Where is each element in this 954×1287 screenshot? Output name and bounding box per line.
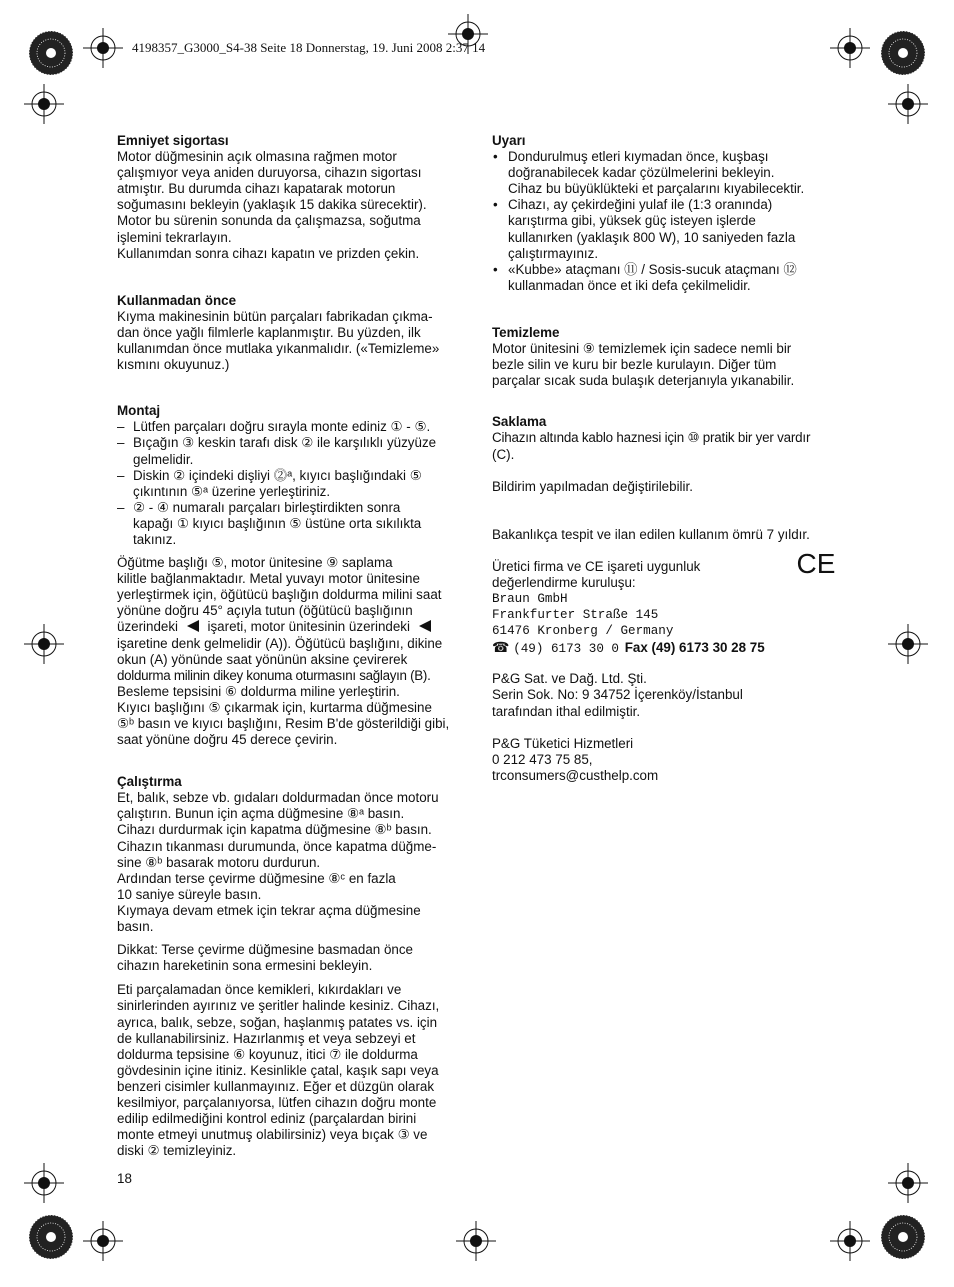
list-item: – Lütfen parçaları doğru sırayla monte ediniz ① - ⑤. [117,419,462,435]
list-item: – Bıçağın ③ keskin tarafı disk ② ile karşılıklı yüzyüze gelmelidir. [117,435,462,467]
text-line: 0 212 473 75 85, [492,751,593,767]
lifetime-note: Bakanlıkça tespit ve ilan edilen kullanım ömrü 7 yıldır. [492,526,810,542]
registration-mark-icon [24,1163,64,1203]
starburst-icon [28,1214,74,1260]
page-number: 18 [117,1171,132,1186]
text-line: basın. [117,919,154,935]
starburst-icon [880,30,926,76]
section-storage [492,414,837,462]
registration-mark-icon [24,84,64,124]
starburst-icon [880,1214,926,1260]
text-line: monte etmeyi unutmuş olabilirsiniz) veya bıçak ③ ve [117,1127,428,1143]
registration-mark-icon [830,28,870,68]
text-line: Besleme tepsisini ⑥ doldurma miline yerleştirin. [117,683,400,699]
address-line: Frankfurter Straße 145 [492,608,659,623]
text-line: gövdesinin içine itiniz. Kesinlikle çatal, kaşık sapı veya [117,1062,439,1078]
phone-icon: ☎ [492,639,510,656]
text-line: Kullanımdan sonra cihazı kapatın ve prizden çekin. [117,245,420,261]
phone-number: (49) 6173 30 0 [513,642,619,657]
print-slug: 4198357_G3000_S4-38 Seite 18 Donnerstag, 19. Juni 2008 2:37 14 [132,40,486,55]
text-line: Dikkat: Terse çevirme düğmesine basmadan önce [117,942,413,958]
text-line: çalıştırın. Bunun için açma düğmesine ⑧ᵃ basın. [117,806,405,822]
phone-fax-line [492,639,837,657]
text-line: yerleştirmek için, öğütücü başlığın doldurma milini saat [117,587,442,603]
text-line: Cihazı durdurmak için kapatma düğmesine ⑧ᵇ basın. [117,822,432,838]
text-line: Et, balık, sebze vb. gıdaları doldurmadan önce motoru [117,790,439,806]
text-line: değerlendirme kuruluşu: [492,574,636,590]
text-line: diski ② temizleyiniz. [117,1143,237,1159]
text-line: Ardından terse çevirme düğmesine ⑧ᶜ en fazla [117,870,396,886]
text-line: saat yönüne doğru 45 derece çevirin. [117,732,338,748]
section-heading: Emniyet sigortası [117,133,229,148]
registration-mark-icon [888,84,928,124]
section-heading: Montaj [117,403,161,419]
text-line: benzeri cisimler kullanmayınız. Eğer et düzgün olarak [117,1078,435,1094]
text-line: Kıymaya devam etmek için tekrar açma düğmesine [117,902,421,918]
text-line: Motor bu sürenin sonunda da çalışmazsa, soğutma [117,213,421,229]
list-item: – ② - ④ numaralı parçaları birleştirdikten sonra kapağı ① kıyıcı başlığının ⑤ üstüne orta sıkılıkta takınız. [117,500,462,548]
text-line: trconsumers@custhelp.com [492,767,659,783]
text-line: Eti parçalamadan önce kemikleri, kıkırdakları ve [117,982,402,998]
text-line: okun (A) yönünde saat yönünün aksine çevirerek [117,651,408,667]
text-line: parçalar sıcak suda bulaşık deterjanıyla yıkanabilir. [492,373,795,389]
section-cleaning [492,325,837,389]
list-item: • Dondurulmuş etleri kıymadan önce, kuşbaşı doğranabilecek kadar çözülmelerini bekleyin. Cihaz bu büyüklükteki et parçalarını kıyabilecektir. [492,149,837,197]
importer-block [492,671,837,719]
section-heading: Kullanmadan önce [117,292,237,308]
section-heading: Uyarı [492,133,526,148]
registration-mark-icon [83,28,123,68]
text-line: çalışmıyor veya aniden duruyorsa, cihazın sigortası [117,165,422,181]
text-line: Öğütme başlığı ⑤, motor ünitesine ⑨ saplama [117,555,393,571]
text-line: doldurma tepsisine ⑥ koyunuz, itici ⑦ ile doldurma [117,1046,418,1062]
text-line: P&G Tüketici Hizmetleri [492,735,634,751]
text-line: Motor ünitesini ⑨ temizlemek için sadece nemli bir [492,341,792,357]
text-line: kısmını okuyunuz.) [117,357,230,373]
text-line: kilitle bağlanmaktadır. Metal yuvayı motor ünitesine [117,571,420,587]
text-line: ⑤ᵇ basın ve kıyıcı başlığını, Resim B'de gösterildiği gibi, [117,716,450,731]
list-item: • Cihazı, ay çekirdeğini yulaf ile (1:3 oranında) karıştırma gibi, yüksek güç isteyen işlerde kullanırken (yaklaşık 800 W), 10 saniyeden fazla çalıştırmayınız. [492,197,837,261]
text-line: soğumasını bekleyin (yaklaşık 15 dakika sürecektir). [117,197,427,213]
text-line: (C). [492,446,515,462]
ce-mark-icon [795,548,837,578]
text-line: dan önce yağlı filmlerle kaplanmıştır. Bu yüzden, ilk [117,324,421,340]
triangle-marker-icon [186,620,200,632]
section-operation [117,774,462,1159]
text-line: ayrıca, balık, sebze, soğan, haşlanmış patates vs. için [117,1014,438,1030]
text-line: 10 saniye süreyle basın. [117,886,262,902]
address-line: 61476 Kronberg / Germany [492,624,674,639]
section-warning [492,133,837,294]
text-line: Motor düğmesinin açık olmasına rağmen motor [117,149,397,165]
warning-list [492,149,837,294]
text-line: kullanımdan önce mutlaka yıkanmalıdır. («Temizleme» [117,341,440,357]
change-notice: Bildirim yapılmadan değiştirilebilir. [492,478,693,494]
ce-mark-text: CE [796,548,836,578]
right-column [492,133,837,784]
text-line: cihazın hareketinin sona ermesini bekleyin. [117,958,373,974]
registration-mark-icon [24,624,64,664]
text-line: de kullanabilirsiniz. Hazırlanmış et veya sebzeyi et [117,1030,416,1046]
text-line: P&G Sat. ve Dağ. Ltd. Şti. [492,671,647,687]
text-line: sinirlerinden ayırınız ve şeritler halinde kesiniz. Cihazı, [117,998,440,1014]
text-line: Serin Sok. No: 9 34752 İçerenköy/İstanbul [492,687,743,703]
text-line: Üretici firma ve CE işareti uygunluk [492,558,701,574]
text-line: işlemini tekrarlayın. [117,229,232,245]
service-block [492,736,837,784]
text-line: Cihazın tıkanması durumunda, önce kapatma düğme- [117,838,437,854]
text-line: sine ⑧ᵇ basarak motoru durdurun. [117,854,321,870]
manufacturer-block [492,559,837,658]
text-line: tarafından ithal edilmiştir. [492,703,641,719]
text-line: işaretine denk gelmelidir (A)). Öğütücü başlığını, dikine [117,635,443,651]
text-line: atmıştır. Bu durumda cihazı kapatarak motorun [117,181,396,197]
text-line: doldurma milinin dikey konuma oturmasını sağlayın (B). [117,667,431,683]
text-line: edilip edilmediğini kontrol ediniz (parçalardan birini [117,1111,417,1127]
registration-mark-icon [83,1221,123,1261]
text-line: Kıyma makinesinin bütün parçaları fabrikadan çıkma- [117,308,433,324]
registration-mark-icon [888,624,928,664]
left-column [117,133,462,1159]
triangle-marker-icon [418,620,432,632]
list-item: • «Kubbe» ataçmanı ⑪ / Sosis-sucuk ataçmanı ⑫ kullanmadan önce et iki defa çekilmelidir. [492,262,837,294]
list-item: – Diskin ② içindeki dişliyi ⓶ᵃ, kıyıcı başlığındaki ⑤ çıkıntının ⑤ᵃ üzerine yerleştiriniz. [117,468,462,500]
section-before-use [117,293,462,373]
starburst-icon [28,30,74,76]
text-line: Cihazın altında kablo haznesi için ⑩ pratik bir yer vardır [492,430,811,446]
section-heading: Saklama [492,414,547,430]
section-heading: Çalıştırma [117,774,182,790]
text-line: üzerindeki işareti, motor ünitesinin üzerindeki [117,619,462,635]
registration-mark-icon [888,1163,928,1203]
section-assembly [117,403,462,748]
text-line: Kıyıcı başlığını ⑤ çıkarmak için, kurtarma düğmesine [117,699,432,715]
address-line: Braun GmbH [492,591,568,606]
fax-number: Fax (49) 6173 30 28 75 [624,640,765,656]
section-heading: Temizleme [492,324,560,340]
assembly-steps [117,419,462,548]
registration-mark-icon [830,1221,870,1261]
section-fuse [117,133,462,262]
registration-mark-icon [448,14,488,54]
text-line: bezle silin ve kuru bir bezle kurulayın. Diğer tüm [492,357,777,373]
text-line: yönüne doğru 45° açıyla tutun (öğütücü başlığının [117,603,413,619]
text-line: kesilmiyor, parçalanıyorsa, lütfen cihazın doğru monte [117,1094,437,1110]
registration-mark-icon [456,1221,496,1261]
